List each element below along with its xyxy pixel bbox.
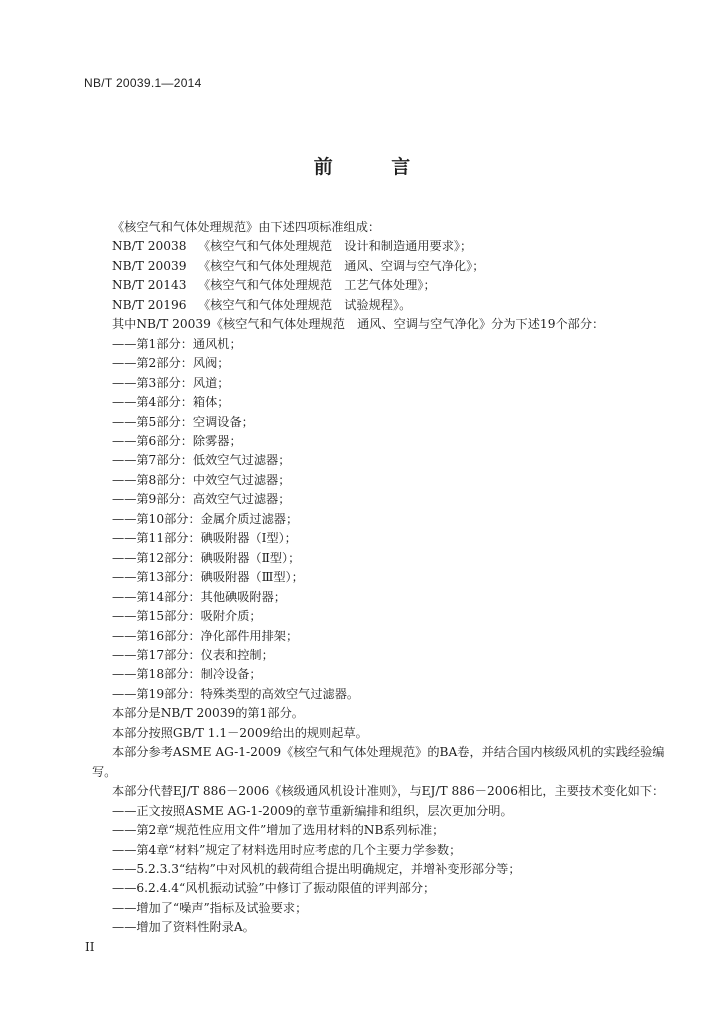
part-list-item: ——第18部分：制冷设备； — [112, 667, 262, 682]
part-list-item: ——第7部分：低效空气过滤器； — [112, 453, 291, 468]
standard-name: 《核空气和气体处理规范 设计和制造通用要求》； — [198, 239, 473, 254]
change-list-item: ——5.2.3.3“结构”中对风机的载荷组合提出明确规定，并增补变形部分等； — [112, 861, 521, 876]
part-list-item: ——第11部分：碘吸附器（Ⅰ型）； — [112, 531, 297, 546]
part-list-item: ——第17部分：仪表和控制； — [112, 647, 274, 662]
part-list-item: ——第6部分：除雾器； — [112, 433, 242, 448]
part-list-item: ——第19部分：特殊类型的高效空气过滤器。 — [112, 686, 360, 701]
change-list-item: ——增加了“噪声”指标及试验要求； — [112, 900, 308, 915]
part-list-item: ——第3部分：风道； — [112, 375, 230, 390]
part-list-item: ——第15部分：吸附介质； — [112, 609, 262, 624]
part-list-item: ——第10部分：金属介质过滤器； — [112, 511, 299, 526]
part-list-item: ——第4部分：箱体； — [112, 395, 230, 410]
standard-code: NB/T 20038 — [112, 239, 187, 254]
part-list-item: ——第16部分：净化部件用排架； — [112, 628, 299, 643]
standard-row — [92, 276, 692, 295]
part-list-item: ——第2部分：风阀； — [112, 356, 230, 371]
part-list-item: ——第13部分：碘吸附器（Ⅲ型）； — [112, 570, 304, 585]
reference-paragraph: 本部分参考ASME AG-1-2009《核空气和气体处理规范》的BA卷，并结合国内核级风机的实践经验编写。 — [92, 745, 665, 779]
change-list-item: ——增加了资料性附录A。 — [112, 920, 255, 935]
intro-paragraph: 《核空气和气体处理规范》由下述四项标准组成： — [112, 220, 381, 234]
document-body — [92, 218, 692, 938]
standard-row — [92, 296, 692, 315]
standard-name: 《核空气和气体处理规范 试验规程》。 — [198, 297, 412, 312]
standard-name: 《核空气和气体处理规范 通风、空调与空气净化》； — [198, 258, 485, 273]
page-title: 前 言 — [313, 156, 437, 178]
replacement-paragraph: 本部分代替EJ/T 886－2006《核级通风机设计准则》，与EJ/T 886－2006相比，主要技术变化如下： — [112, 784, 665, 799]
part-list-item: ——第8部分：中效空气过滤器； — [112, 472, 291, 487]
part-list-item: ——第12部分：碘吸附器（Ⅱ型）； — [112, 550, 301, 565]
standard-name: 《核空气和气体处理规范 工艺气体处理》； — [198, 278, 436, 293]
change-list-item: ——6.2.4.4“风机振动试验”中修订了振动限值的评判部分； — [112, 881, 436, 896]
document-id-header: NB/T 20039.1—2014 — [84, 76, 202, 90]
change-list-item: ——第4章“材料”规定了材料选用时应考虑的几个主要力学参数； — [112, 842, 462, 857]
standard-row — [92, 237, 692, 256]
standard-code: NB/T 20196 — [112, 297, 187, 312]
parts-intro-paragraph: 其中NB/T 20039《核空气和气体处理规范 通风、空调与空气净化》分为下述19个部分： — [112, 317, 605, 332]
page-number: II — [85, 940, 95, 954]
change-list-item: ——正文按照ASME AG-1-2009的章节重新编排和组织，层次更加分明。 — [112, 803, 513, 818]
standard-code: NB/T 20143 — [112, 278, 187, 293]
drafting-rules-paragraph: 本部分按照GB/T 1.1－2009给出的规则起草。 — [112, 725, 368, 740]
part-list-item: ——第5部分：空调设备； — [112, 414, 254, 429]
part-list-item: ——第9部分：高效空气过滤器； — [112, 492, 291, 507]
part-list-item: ——第14部分：其他碘吸附器； — [112, 589, 286, 604]
standard-row — [92, 257, 692, 276]
change-list-item: ——第2章“规范性应用文件”增加了选用材料的NB系列标准； — [112, 823, 445, 838]
part-list-item: ——第1部分：通风机； — [112, 336, 242, 351]
standard-code: NB/T 20039 — [112, 258, 187, 273]
part-statement-paragraph: 本部分是NB/T 20039的第1部分。 — [112, 706, 304, 721]
